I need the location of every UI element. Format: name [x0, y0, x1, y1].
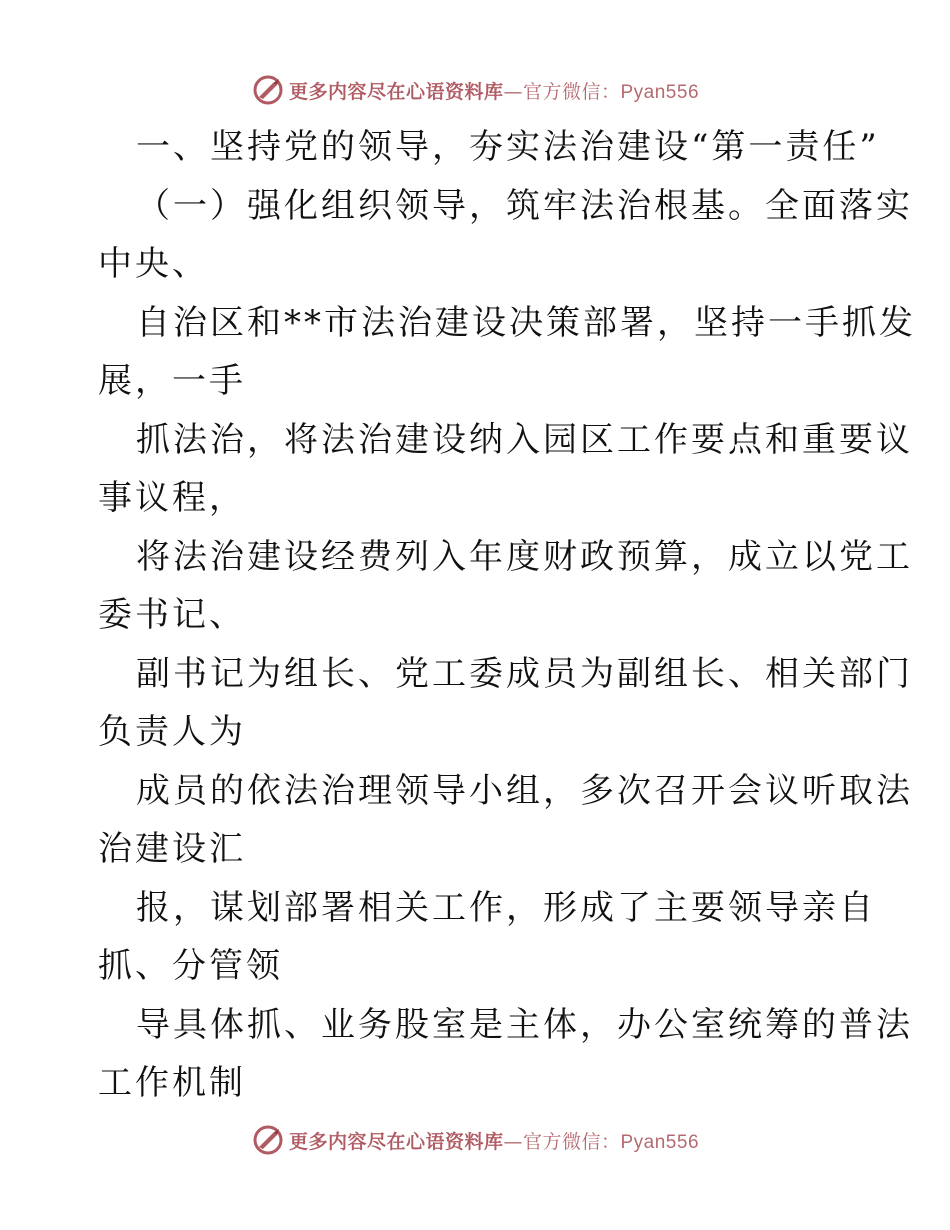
paragraph-line: 抓、分管领 [98, 946, 283, 986]
watermark-main: 更多内容尽在心语资料库 [288, 80, 504, 103]
paragraph-line: 负责人为 [98, 712, 246, 752]
watermark-official: 官方微信： [522, 80, 621, 103]
header-watermark [0, 70, 950, 110]
watermark-separator: — [503, 1130, 523, 1153]
paragraph-line: 中央、 [98, 244, 209, 284]
paragraph-line: （一）强化组织领导，筑牢法治根基。全面落实 [136, 185, 913, 226]
watermark-text [289, 1127, 699, 1154]
paragraph-line: 治建设汇 [98, 829, 246, 869]
watermark-text [289, 77, 699, 104]
paragraph-line: 展，一手 [98, 361, 246, 401]
paragraph-line: 副书记为组长、党工委成员为副组长、相关部门 [136, 653, 913, 694]
paragraph-line: 成员的依法治理领导小组，多次召开会议听取法 [136, 770, 913, 811]
watermark-official: 官方微信： [522, 1130, 621, 1153]
paragraph-line: 报，谋划部署相关工作，形成了主要领导亲自 [136, 887, 876, 928]
footer-watermark [0, 1120, 950, 1160]
watermark-logo-icon [251, 73, 285, 107]
paragraph-line: 工作机制 [98, 1063, 246, 1103]
watermark-separator: — [503, 80, 523, 103]
paragraph-line: 一、坚持党的领导，夯实法治建设“第一责任” [136, 127, 880, 167]
watermark-main: 更多内容尽在心语资料库 [288, 1130, 504, 1153]
paragraph-line: 导具体抓、业务股室是主体，办公室统筹的普法 [136, 1004, 913, 1045]
watermark-wechat-id: Pyan556 [620, 81, 700, 103]
paragraph-line: 将法治建设经费列入年度财政预算，成立以党工 [136, 536, 913, 577]
paragraph-line: 委书记、 [98, 595, 246, 635]
paragraph-line: 自治区和**市法治建设决策部署，坚持一手抓发 [136, 302, 916, 343]
document-body [98, 118, 916, 1113]
watermark-logo-icon [251, 1123, 285, 1157]
paragraph-line: 事议程， [98, 478, 246, 518]
paragraph-line: 抓法治，将法治建设纳入园区工作要点和重要议 [136, 419, 913, 460]
watermark-wechat-id: Pyan556 [620, 1131, 700, 1153]
